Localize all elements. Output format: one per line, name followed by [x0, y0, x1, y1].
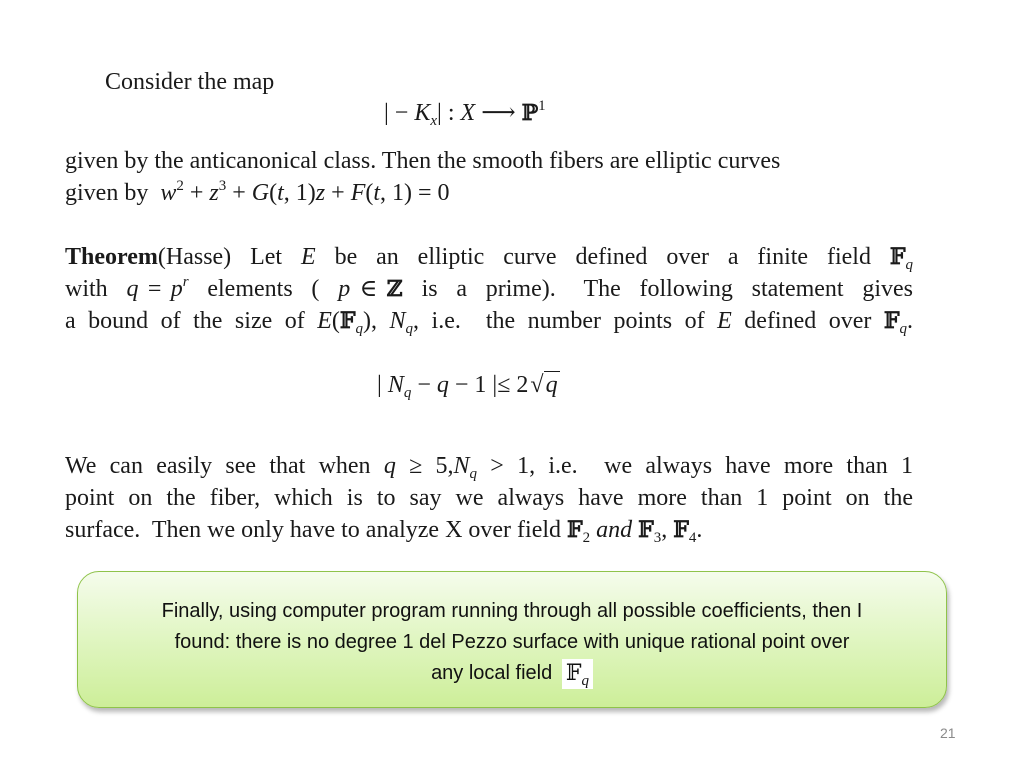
paragraph-2 [65, 450, 913, 546]
theorem-line-3: a bound of the size of E(𝔽$_q$), $N_q$, i.e. the number points of E defined over 𝔽$_q$. [65, 308, 914, 337]
paragraph-1 [65, 145, 780, 209]
theorem-line-2: with $q = p^r$ elements ( p ∈ ℤ is a prime). The following statement gives [65, 274, 914, 302]
curve-equation: $w^2 + z^3 + G(t$, 1)z + F(t, 1) = 0 [160, 178, 450, 206]
sqrt-symbol: √q [530, 372, 558, 398]
callout-line-3 [78, 658, 946, 689]
intro-text: Consider the map [105, 69, 275, 95]
callout-line-1: Finally, using computer program running through all possible coefficients, then I [161, 600, 863, 622]
paragraph-1-prefix: given by [65, 180, 149, 206]
paragraph-2-line-3: surface. Then we only have to analyze X over field 𝔽$_2$ and 𝔽$_3$, 𝔽$_4$. [65, 517, 703, 546]
theorem-line-1: Theorem(Hasse) Let E be an elliptic curve defined over a finite field 𝔽$_q$ [65, 244, 914, 273]
paragraph-2-line-1: We can easily see that when $q \ge 5,N_q > 1$, i.e. we always have more than 1 [65, 453, 914, 482]
map-formula-render: | − $K_x|$ : X ⟶ ℙ$^1$ [384, 98, 546, 129]
paragraph-1-line-1: given by the anticanonical class. Then the smooth fibers are elliptic curves [65, 148, 781, 174]
theorem-label: Theorem [65, 244, 158, 270]
field-fq-symbol: 𝔽$_q$ [562, 659, 593, 689]
theorem-block [65, 241, 913, 337]
callout-line-2: found: there is no degree 1 del Pezzo surface with unique rational point over [174, 631, 850, 653]
paragraph-2-line-2: point on the fiber, which is to say we always have more than 1 point on the [65, 485, 913, 511]
map-formula [384, 97, 546, 129]
page-number: 21 [940, 725, 956, 741]
callout-line-3-text: any local field [431, 662, 553, 684]
paragraph-1-line-2 [65, 177, 780, 209]
hasse-bound-formula: | $N_q - q - 1$ |≤ 2√q [377, 369, 560, 401]
conclusion-callout [77, 571, 947, 708]
